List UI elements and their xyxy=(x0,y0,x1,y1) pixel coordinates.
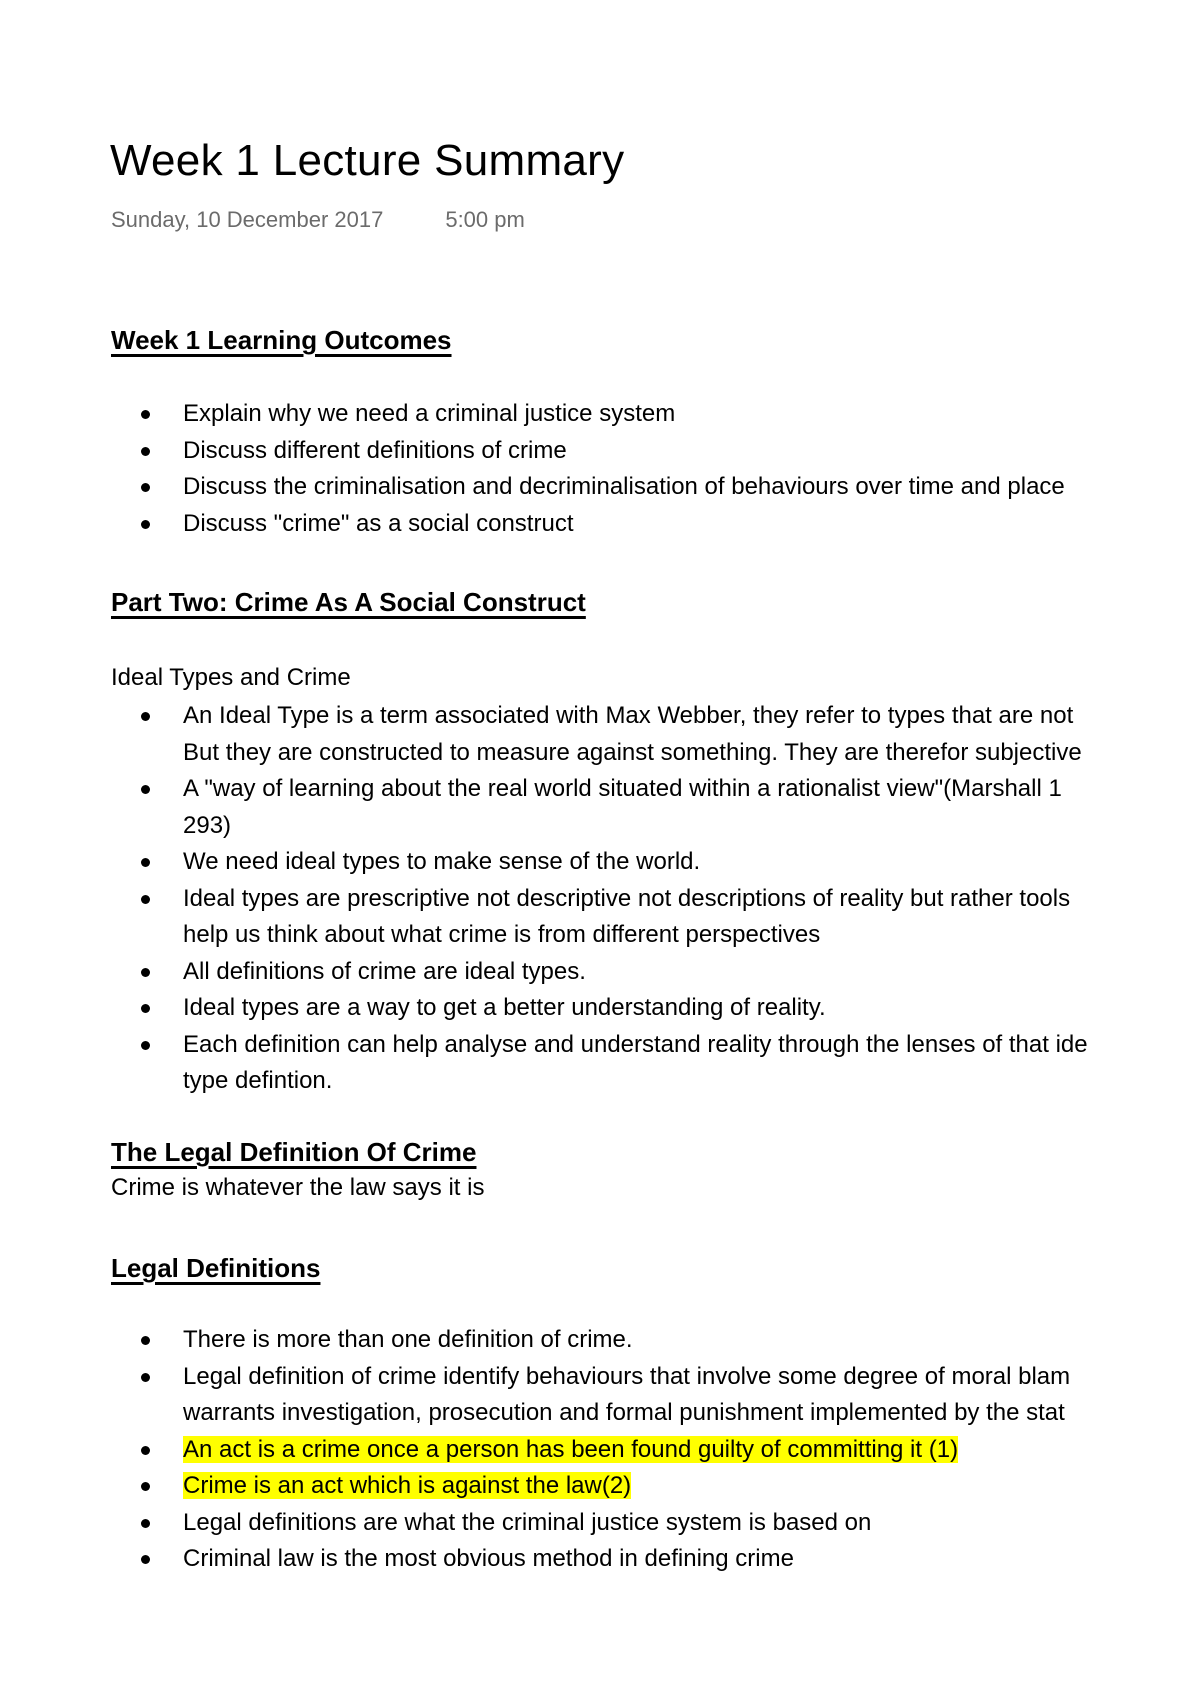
list-item: Discuss different definitions of crime xyxy=(0,433,1200,470)
list-item: Discuss the criminalisation and decriminalisation of behaviours over time and place xyxy=(0,469,1200,506)
list-item: A "way of learning about the real world situated within a rationalist view"(Marshall 1 293) xyxy=(0,771,1200,844)
list-item: Legal definitions are what the criminal justice system is based on xyxy=(0,1505,1200,1542)
bullet-icon xyxy=(141,1336,150,1345)
bullet-icon xyxy=(141,712,150,721)
legal-definition-heading: The Legal Definition Of Crime xyxy=(111,1137,477,1167)
page-time: 5:00 pm xyxy=(445,207,525,232)
bullet-icon xyxy=(141,858,150,867)
list-item: Ideal types are a way to get a better understanding of reality. xyxy=(0,990,1200,1027)
bullet-icon xyxy=(141,1373,150,1382)
bullet-icon xyxy=(141,520,150,529)
social-construct-heading: Part Two: Crime As A Social Construct xyxy=(111,587,586,617)
list-item: Criminal law is the most obvious method in defining crime xyxy=(0,1541,1200,1578)
list-item: An Ideal Type is a term associated with Max Webber, they refer to types that are not But they are constructed to measure against something. They are therefor subjective xyxy=(0,698,1200,771)
list-item: There is more than one definition of crime. xyxy=(0,1322,1200,1359)
bullet-icon xyxy=(141,1446,150,1455)
bullet-icon xyxy=(141,1004,150,1013)
bullet-icon xyxy=(141,968,150,977)
bullet-icon xyxy=(141,1555,150,1564)
learning-outcomes-heading: Week 1 Learning Outcomes xyxy=(111,325,452,355)
bullet-icon xyxy=(141,483,150,492)
legal-definitions-list xyxy=(0,1322,1200,1578)
list-item xyxy=(0,1432,1200,1469)
bullet-icon xyxy=(141,1482,150,1491)
page-meta xyxy=(111,206,525,234)
bullet-icon xyxy=(141,447,150,456)
bullet-icon xyxy=(141,785,150,794)
bullet-icon xyxy=(141,1041,150,1050)
page-title: Week 1 Lecture Summary xyxy=(110,136,625,185)
list-item: All definitions of crime are ideal types. xyxy=(0,954,1200,991)
highlighted-text: An act is a crime once a person has been found guilty of committing it (1) xyxy=(183,1435,959,1463)
list-item: Legal definition of crime identify behaviours that involve some degree of moral blam warrants investigation, prosecution and formal punishment implemented by the stat xyxy=(0,1359,1200,1432)
list-item: Explain why we need a criminal justice system xyxy=(0,396,1200,433)
ideal-types-list xyxy=(0,698,1200,1100)
list-item: We need ideal types to make sense of the world. xyxy=(0,844,1200,881)
bullet-icon xyxy=(141,895,150,904)
list-item xyxy=(0,1468,1200,1505)
list-item: Ideal types are prescriptive not descriptive not descriptions of reality but rather tools help us think about what crime is from different perspectives xyxy=(0,881,1200,954)
ideal-types-subheading: Ideal Types and Crime xyxy=(111,664,351,691)
page-date: Sunday, 10 December 2017 xyxy=(111,207,384,232)
legal-definition-text: Crime is whatever the law says it is xyxy=(111,1174,485,1201)
bullet-icon xyxy=(141,410,150,419)
learning-outcomes-list xyxy=(0,396,1200,542)
highlighted-text: Crime is an act which is against the law(2) xyxy=(183,1472,632,1499)
bullet-icon xyxy=(141,1519,150,1528)
list-item: Discuss "crime" as a social construct xyxy=(0,506,1200,543)
legal-definitions-heading: Legal Definitions xyxy=(111,1253,321,1283)
list-item: Each definition can help analyse and understand reality through the lenses of that ide type defintion. xyxy=(0,1027,1200,1100)
